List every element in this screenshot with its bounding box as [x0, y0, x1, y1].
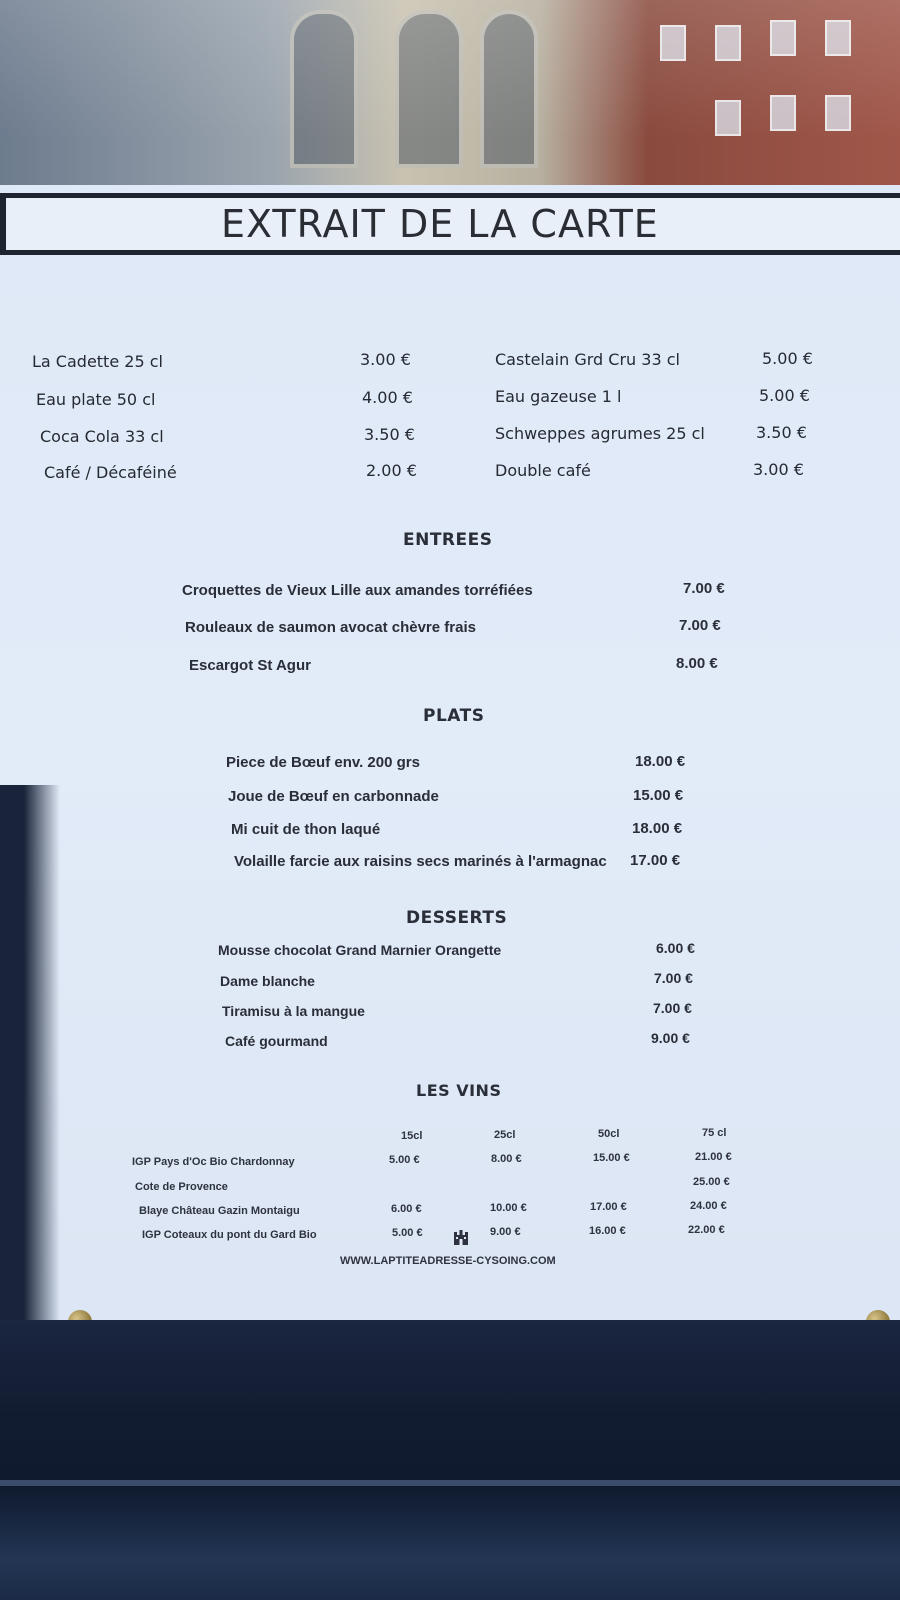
menu-sheet [0, 185, 900, 1320]
section-title-vins: LES VINS [416, 1081, 502, 1100]
section-title-plats: PLATS [423, 706, 485, 726]
section-title-desserts: DESSERTS [406, 908, 508, 928]
wine-price: 21.00 € [695, 1151, 732, 1163]
wine-price: 9.00 € [490, 1226, 521, 1238]
wine-price: 22.00 € [688, 1224, 725, 1236]
drink-name: Coca Cola 33 cl [40, 427, 164, 446]
drink-name: Double café [495, 461, 591, 480]
glass-glare [0, 0, 900, 200]
window-frame [0, 1320, 900, 1600]
menu-item-price: 15.00 € [633, 787, 684, 804]
drink-price: 5.00 € [762, 349, 813, 368]
menu-item-price: 18.00 € [635, 753, 686, 770]
wine-price: 5.00 € [389, 1154, 420, 1166]
wine-column-header: 50cl [598, 1128, 620, 1140]
wine-price: 10.00 € [490, 1202, 527, 1214]
menu-item-name: Volaille farcie aux raisins secs marinés à l'armagnac [234, 853, 607, 870]
drink-name: Schweppes agrumes 25 cl [495, 424, 705, 443]
menu-item-price: 7.00 € [654, 970, 693, 986]
website-url: WWW.LAPTITEADRESSE-CYSOING.COM [340, 1255, 556, 1267]
building-reflection [0, 0, 900, 200]
wine-price: 25.00 € [693, 1176, 730, 1188]
menu-item-price: 9.00 € [651, 1030, 690, 1046]
wine-name: Cote de Provence [135, 1181, 228, 1193]
drink-price: 3.00 € [360, 350, 411, 369]
drink-name: Castelain Grd Cru 33 cl [495, 350, 680, 369]
wine-price: 8.00 € [491, 1153, 522, 1165]
drink-name: La Cadette 25 cl [32, 352, 163, 371]
wine-price: 5.00 € [392, 1227, 423, 1239]
menu-item-name: Café gourmand [225, 1033, 328, 1049]
drink-name: Café / Décaféiné [44, 463, 177, 482]
section-title-entrees: ENTREES [403, 530, 493, 550]
menu-item-name: Escargot St Agur [189, 657, 311, 674]
menu-item-price: 17.00 € [630, 852, 681, 869]
drink-price: 3.50 € [364, 425, 415, 444]
window-sill [0, 1480, 900, 1486]
drink-price: 3.00 € [753, 460, 804, 479]
wine-name: Blaye Château Gazin Montaigu [139, 1205, 300, 1217]
menu-item-name: Croquettes de Vieux Lille aux amandes torréfiées [182, 582, 533, 599]
wine-price: 6.00 € [391, 1203, 422, 1215]
menu-title: EXTRAIT DE LA CARTE [221, 202, 659, 246]
menu-item-name: Mi cuit de thon laqué [231, 821, 381, 838]
drink-name: Eau gazeuse 1 l [495, 387, 622, 406]
menu-item-name: Joue de Bœuf en carbonnade [228, 788, 439, 805]
drink-price: 3.50 € [756, 423, 807, 442]
wine-price: 24.00 € [690, 1200, 727, 1212]
wine-column-header: 75 cl [702, 1127, 727, 1139]
wine-price: 15.00 € [593, 1152, 630, 1164]
menu-item-price: 7.00 € [679, 617, 721, 634]
drink-name: Eau plate 50 cl [36, 390, 156, 409]
wine-price: 16.00 € [589, 1225, 626, 1237]
menu-item-price: 7.00 € [683, 580, 725, 597]
drink-price: 2.00 € [366, 461, 417, 480]
wine-price: 17.00 € [590, 1201, 627, 1213]
wine-column-header: 25cl [494, 1129, 516, 1141]
menu-header [0, 193, 900, 255]
castle-icon [452, 1228, 470, 1246]
menu-item-name: Dame blanche [220, 973, 315, 989]
wine-name: IGP Coteaux du pont du Gard Bio [142, 1229, 317, 1241]
menu-item-price: 18.00 € [632, 820, 683, 837]
drink-price: 4.00 € [362, 388, 413, 407]
wine-name: IGP Pays d'Oc Bio Chardonnay [132, 1156, 295, 1168]
menu-item-name: Mousse chocolat Grand Marnier Orangette [218, 942, 502, 958]
frame-shadow [0, 785, 60, 1320]
menu-item-name: Piece de Bœuf env. 200 grs [226, 754, 420, 771]
menu-item-price: 6.00 € [656, 940, 695, 956]
menu-item-name: Rouleaux de saumon avocat chèvre frais [185, 619, 476, 636]
wine-column-header: 15cl [401, 1130, 423, 1142]
menu-item-name: Tiramisu à la mangue [222, 1003, 365, 1019]
menu-item-price: 7.00 € [653, 1000, 692, 1016]
menu-item-price: 8.00 € [676, 655, 718, 672]
drink-price: 5.00 € [759, 386, 810, 405]
